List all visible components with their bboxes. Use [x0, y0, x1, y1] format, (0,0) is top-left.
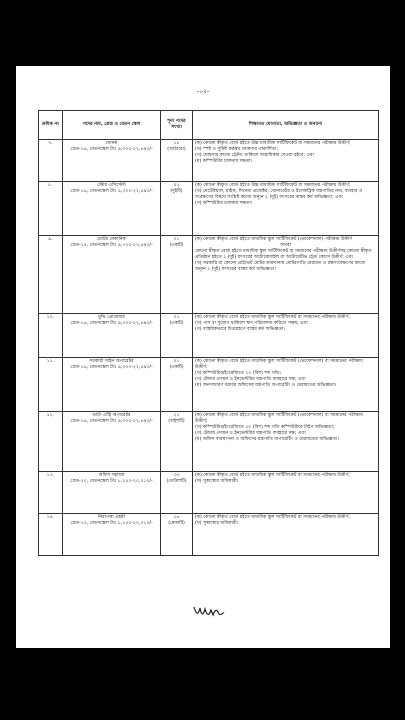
vacancy-number: ০২	[173, 183, 180, 188]
qualification-item: (ক) কোনো স্বীকৃত বোর্ড হইতে মাধ্যমিক স্কুল সার্টিফিকেট বা সমমানের পরীক্ষায় উত্তীর্ণ;	[195, 315, 350, 320]
qualification-cell	[193, 514, 379, 556]
table-row	[39, 140, 379, 182]
qualification-item: (খ) স্পষ্ট ও সুমিষ্ট কণ্ঠস্বর ঘোষণার পারদর্শিতা;	[195, 147, 279, 152]
qualification-item: (ক) কোনো স্বীকৃত বোর্ড হইতে উচ্চ মাধ্যমিক সার্টিফিকেট বা সমমানের পরীক্ষায় উত্তীর্ণ;	[195, 141, 351, 146]
vacancy-cell	[161, 412, 193, 472]
post-cell	[63, 472, 161, 514]
post-grade: গ্রেড-১৫, বেতনস্কেল টাঃ ৯,৭০০-২৩,৪৯০/-	[70, 243, 153, 248]
post-grade: গ্রেড-১৬, বেতনস্কেল টাঃ ৯,৩০০-২২,৪৯০/-	[70, 189, 153, 194]
vacancy-words: (দুইটি)	[170, 189, 183, 194]
table-row	[39, 358, 379, 412]
qualification-item: কোনো স্বীকৃত বোর্ড হইতে মাধ্যমিক স্কুল সার্টিফিকেট বা সমমানের পরীক্ষায় উত্তীর্ণসহ কোনো স্বীকৃত প্রতিষ্ঠান হইতে ২ (দুই) বৎসরের অটোমোবাইল বা অটোমেটিভ ট্রেড কোর্সে উত্তীর্ণ; এবং	[195, 249, 372, 260]
qualification-item: (গ) টেন্ডার প্রণয়ন ও ইনভেন্টরির যন্ত্রপাতি ব্যবহারে দক্ষ; এবং	[195, 431, 306, 436]
vacancy-words: (একটি)	[169, 243, 184, 248]
vacancy-number: ২২	[173, 413, 180, 418]
vacancy-cell	[161, 182, 193, 236]
table-row	[39, 412, 379, 472]
qualification-cell	[193, 412, 379, 472]
post-name: স্টোর এসিস্টেন্ট	[97, 183, 126, 188]
table-row	[39, 236, 379, 314]
serial-cell: ৮.	[39, 182, 63, 236]
vacancy-words: (তেত্রিশটি)	[166, 479, 187, 484]
post-cell	[63, 314, 161, 358]
page-number: -০২-	[196, 88, 210, 95]
serial-cell: ১৩.	[39, 472, 63, 514]
vacancy-number: ১৮	[173, 141, 180, 146]
table-row	[39, 514, 379, 556]
table-row	[39, 314, 379, 358]
header-vacancy: শূন্য পদের সংখ্যা	[161, 111, 193, 140]
post-cell	[63, 358, 161, 412]
qualification-item: (ক) কোনো স্বীকৃত বোর্ড হইতে মাধ্যমিক স্কুল সার্টিফিকেট বা সমমানের পরীক্ষায় উত্তীর্ণ;	[195, 515, 350, 520]
post-cell	[63, 182, 161, 236]
qualification-cell	[193, 472, 379, 514]
vacancy-words: (ষোলটি)	[168, 521, 185, 526]
qualification-item: (ক) কোনো স্বীকৃত বোর্ড হইতে মাধ্যমিক স্কুল সার্টিফিকেট (ভোকেশনাল) পরীক্ষায় উত্তীর্ণ	[195, 237, 352, 242]
qualification-item: (ক) কোনো স্বীকৃত বোর্ড হইতে মাধ্যমিক স্কুল সার্টিফিকেট (ভোকেশনাল) বা সমমানের পরীক্ষায় উত্তীর্ণ;	[195, 413, 363, 424]
vacancy-number: ১৬	[173, 515, 180, 520]
post-grade: গ্রেড-১৬, বেতনস্কেল টাঃ ৯,৩০০-২২,৪৯০/-	[70, 365, 153, 370]
qualification-item: (খ) কম্পিউটার/ইংরেজিতে ২০ (বিশ) শব্দ গতি;	[195, 371, 282, 376]
header-serial: ক্রমিক নং	[39, 111, 63, 140]
vacancy-cell	[161, 236, 193, 314]
post-cell	[63, 236, 161, 314]
qualification-cell	[193, 236, 379, 314]
serial-cell: ১১.	[39, 358, 63, 412]
post-name: মুভি প্রোগ্রামার	[98, 315, 125, 320]
qualification-item: (খ) মেটেরিয়াল, মাইক, সিনেমা প্রজেক্টর, জেনারেটর ও ইলেকট্রিক যন্ত্রপাতির নাম, ব্যবহার ও সংরক্ষণের বিষয়ে সংশ্লিষ্ট কাজে অন্যূন ২ (দুই) বৎসরের বাস্তব কর্ম অভিজ্ঞতা; এবং	[195, 189, 363, 200]
vacancy-cell	[161, 472, 193, 514]
post-grade: গ্রেড-১৬, বেতনস্কেল টাঃ ৯,৩০০-২২,৪৯০/-	[70, 419, 153, 424]
qualification-item: অথবা	[280, 243, 291, 248]
table-row	[39, 472, 379, 514]
table-header-row	[39, 111, 379, 140]
post-cell	[63, 140, 161, 182]
qualification-item: (খ) সুস্বাস্থ্যের অধিকারী।	[195, 521, 239, 526]
document-page	[16, 66, 390, 648]
qualification-item: (ক) কোনো স্বীকৃত বোর্ড হইতে উচ্চ মাধ্যমিক সার্টিফিকেট বা সমমানের পরীক্ষায় উত্তীর্ণ;	[195, 183, 351, 188]
serial-cell: ৭.	[39, 140, 63, 182]
vacancy-cell	[161, 314, 193, 358]
vacancy-words: (আঠারো)	[167, 147, 186, 152]
serial-cell: ১৪.	[39, 514, 63, 556]
post-grade: গ্রেড-২০, বেতনস্কেল টাঃ ৮,২৫০-২০,০১০/-	[70, 479, 153, 484]
vacancy-cell	[161, 514, 193, 556]
qualification-item: (ক) কোনো স্বীকৃত বোর্ড হইতে মাধ্যমিক স্কুল সার্টিফিকেট (ভোকেশনাল) বা সমমানের পরীক্ষায় উত্তীর্ণ;	[195, 359, 363, 370]
vacancy-cell	[161, 140, 193, 182]
header-qualification: শিক্ষাগত যোগ্যতা, অভিজ্ঞতা ও অন্যান্য	[193, 111, 379, 140]
header-post: পদের নাম, গ্রেড ও বেতন স্কেল	[63, 111, 161, 140]
post-name: নিরাপত্তা প্রহরী	[98, 515, 125, 520]
vacancy-words: (বাইশটি)	[168, 419, 185, 424]
post-name: ডাটা এন্ট্রি অপারেটর	[92, 413, 131, 418]
post-cell	[63, 514, 161, 556]
vacancy-number: ০১	[173, 359, 180, 364]
qualification-cell	[193, 140, 379, 182]
qualification-item: (গ) বাস্তবিকভাবে চিত্রগ্রহণে বাস্তব কর্ম অভিজ্ঞতা।	[195, 327, 286, 332]
qualification-item: (ঘ) অফিস ব্যবস্থাপনা ও অফিসের যন্ত্রপাতি অপারেটিং ও মেরামতের অভিজ্ঞতা।	[195, 437, 339, 442]
post-grade: গ্রেড-২০, বেতনস্কেল টাঃ ৮,২৫০-২০,০১০/-	[70, 521, 153, 526]
post-name: মোটর মেকানিক	[97, 237, 126, 242]
qualification-item: (গ) ঘোষণার কাজে ট্রেনিং থাকিলে অগ্রাধিকার দেওয়া হইবে; এবং	[195, 153, 315, 158]
post-name: ঘোষক	[105, 141, 118, 146]
vacancy-words: (একটি)	[169, 365, 184, 370]
qualification-cell	[193, 358, 379, 412]
table-row	[39, 182, 379, 236]
qualification-item: (ঘ) কম্পিউটার চালনায় দক্ষতা।	[195, 159, 253, 164]
post-grade: গ্রেড-১৬, বেতনস্কেল টাঃ ৯,৩০০-২২,৪৯০/-	[70, 321, 153, 326]
post-name: অফিস সহায়ক	[98, 473, 125, 478]
qualification-item: (খ) কম্পিউটার/ইংরেজিতে ২০ (বিশ) শব্দ গতি কম্পিউটারে টাইপ অভিজ্ঞতা;	[195, 425, 335, 430]
qualification-cell	[193, 314, 379, 358]
post-grade: গ্রেড-১৬, বেতনস্কেল টাঃ ৯,৩০০-২২,৪৯০/-	[70, 147, 153, 152]
qualification-item: (খ) পাস বা সুযোগ থাকিলে ঋণ পরিচালনা করিতে সক্ষম; এবং	[195, 321, 309, 326]
serial-cell: ১০.	[39, 314, 63, 358]
vacancy-number: ৩৩	[173, 473, 180, 478]
vacancy-number: ০১	[173, 315, 180, 320]
vacancy-number: ০১	[173, 237, 180, 242]
post-name: সরকারী সাইন অপারেটর	[89, 359, 134, 364]
vacancy-words: (একটি)	[169, 321, 184, 326]
serial-cell: ১২.	[39, 412, 63, 472]
qualification-item: (খ) সরকারি বা কোনো প্রাইভেট মোটর কারখানায় মোটরগাড়ি মেরামত ও রক্ষণাবেক্ষণের কাজে অন্যূন ২ (দুই) বৎসরের বাস্তব কর্ম অভিজ্ঞতা।	[195, 261, 366, 272]
qualification-cell	[193, 182, 379, 236]
post-cell	[63, 412, 161, 472]
qualification-item: (গ) কম্পিউটার চালনায় দক্ষতা।	[195, 201, 253, 206]
signature-image	[192, 604, 226, 620]
serial-cell: ৯.	[39, 236, 63, 314]
qualification-item: (ঘ) জনসাধারণ বরাবর অফিসের যন্ত্রপাতি অপারেটিং ও মেরামতের অভিজ্ঞতা।	[195, 383, 337, 388]
qualification-item: (ক) কোনো স্বীকৃত বোর্ড হইতে মাধ্যমিক স্কুল সার্টিফিকেট বা সমমানের পরীক্ষায় উত্তীর্ণ;	[195, 473, 350, 478]
qualification-item: (খ) সুস্বাস্থ্যের অধিকারী।	[195, 479, 239, 484]
recruitment-table	[38, 110, 379, 556]
qualification-item: (গ) টেন্ডার প্রণয়ন ও ইনভেন্টরির যন্ত্রপাতি ব্যবহারে দক্ষ; এবং	[195, 377, 306, 382]
vacancy-cell	[161, 358, 193, 412]
